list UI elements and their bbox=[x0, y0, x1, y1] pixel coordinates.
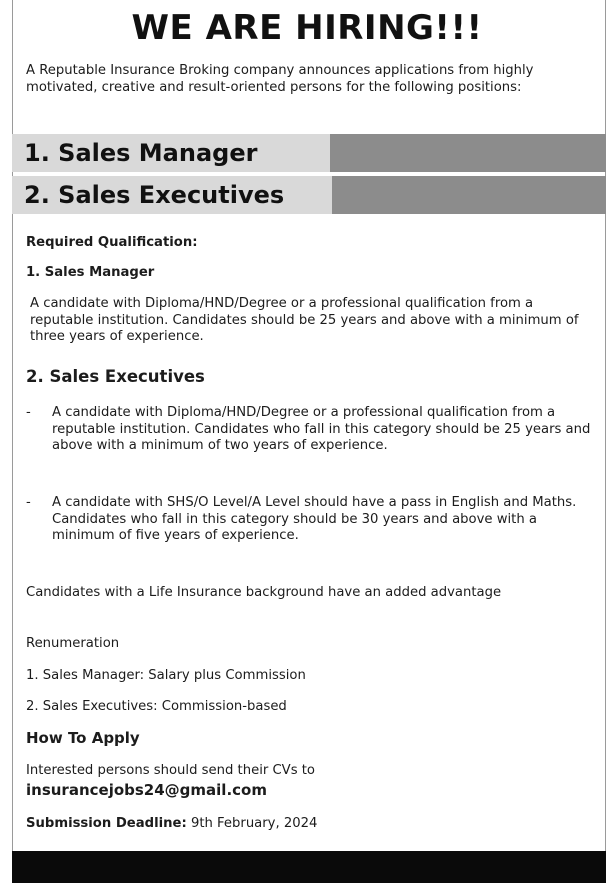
position-banner-sales-executives bbox=[12, 176, 606, 214]
position-banner-sales-manager bbox=[12, 134, 606, 172]
position-label: 1. Sales Manager bbox=[12, 134, 330, 172]
renumeration-heading: Renumeration bbox=[26, 636, 120, 651]
submission-deadline bbox=[26, 816, 596, 833]
page-title: WE ARE HIRING!!! bbox=[131, 8, 483, 48]
apply-email: insurancejobs24@gmail.com bbox=[26, 781, 267, 799]
renumeration-item-manager: 1. Sales Manager: Salary plus Commission bbox=[26, 668, 306, 683]
manager-qualification-heading: 1. Sales Manager bbox=[26, 265, 155, 280]
bottom-band bbox=[12, 851, 606, 883]
deadline-value: 9th February, 2024 bbox=[190, 816, 318, 831]
executives-qualification-heading: 2. Sales Executives bbox=[26, 367, 205, 386]
bullet-marker: - bbox=[26, 495, 31, 510]
position-label: 2. Sales Executives bbox=[12, 176, 332, 214]
advantage-note: Candidates with a Life Insurance background have an added advantage bbox=[26, 585, 502, 600]
executives-bullet-1: A candidate with Diploma/HND/Degree or a professional qualification from a reputable institution. Candidates who fall in this category should be 25 years and above with a minimum of two years of experience. bbox=[52, 405, 591, 454]
intro-paragraph: A Reputable Insurance Broking company announces applications from highly motivated, creative and result-oriented persons for the following positions: bbox=[26, 63, 534, 95]
how-to-apply-heading: How To Apply bbox=[26, 729, 140, 747]
manager-qualification-text: A candidate with Diploma/HND/Degree or a professional qualification from a reputable institution. Candidates should be 25 years and above with a minimum of three years of experience. bbox=[30, 296, 579, 345]
renumeration-item-executives: 2. Sales Executives: Commission-based bbox=[26, 699, 287, 714]
qualification-heading: Required Qualification: bbox=[26, 235, 198, 250]
deadline-label: Submission Deadline: bbox=[26, 816, 187, 831]
bullet-marker: - bbox=[26, 405, 31, 420]
executives-bullet-2: A candidate with SHS/O Level/A Level should have a pass in English and Maths. Candidates who fall in this category should be 30 years and above with a minimum of five years of experience. bbox=[52, 495, 577, 544]
apply-instructions: Interested persons should send their CVs to bbox=[26, 763, 315, 778]
